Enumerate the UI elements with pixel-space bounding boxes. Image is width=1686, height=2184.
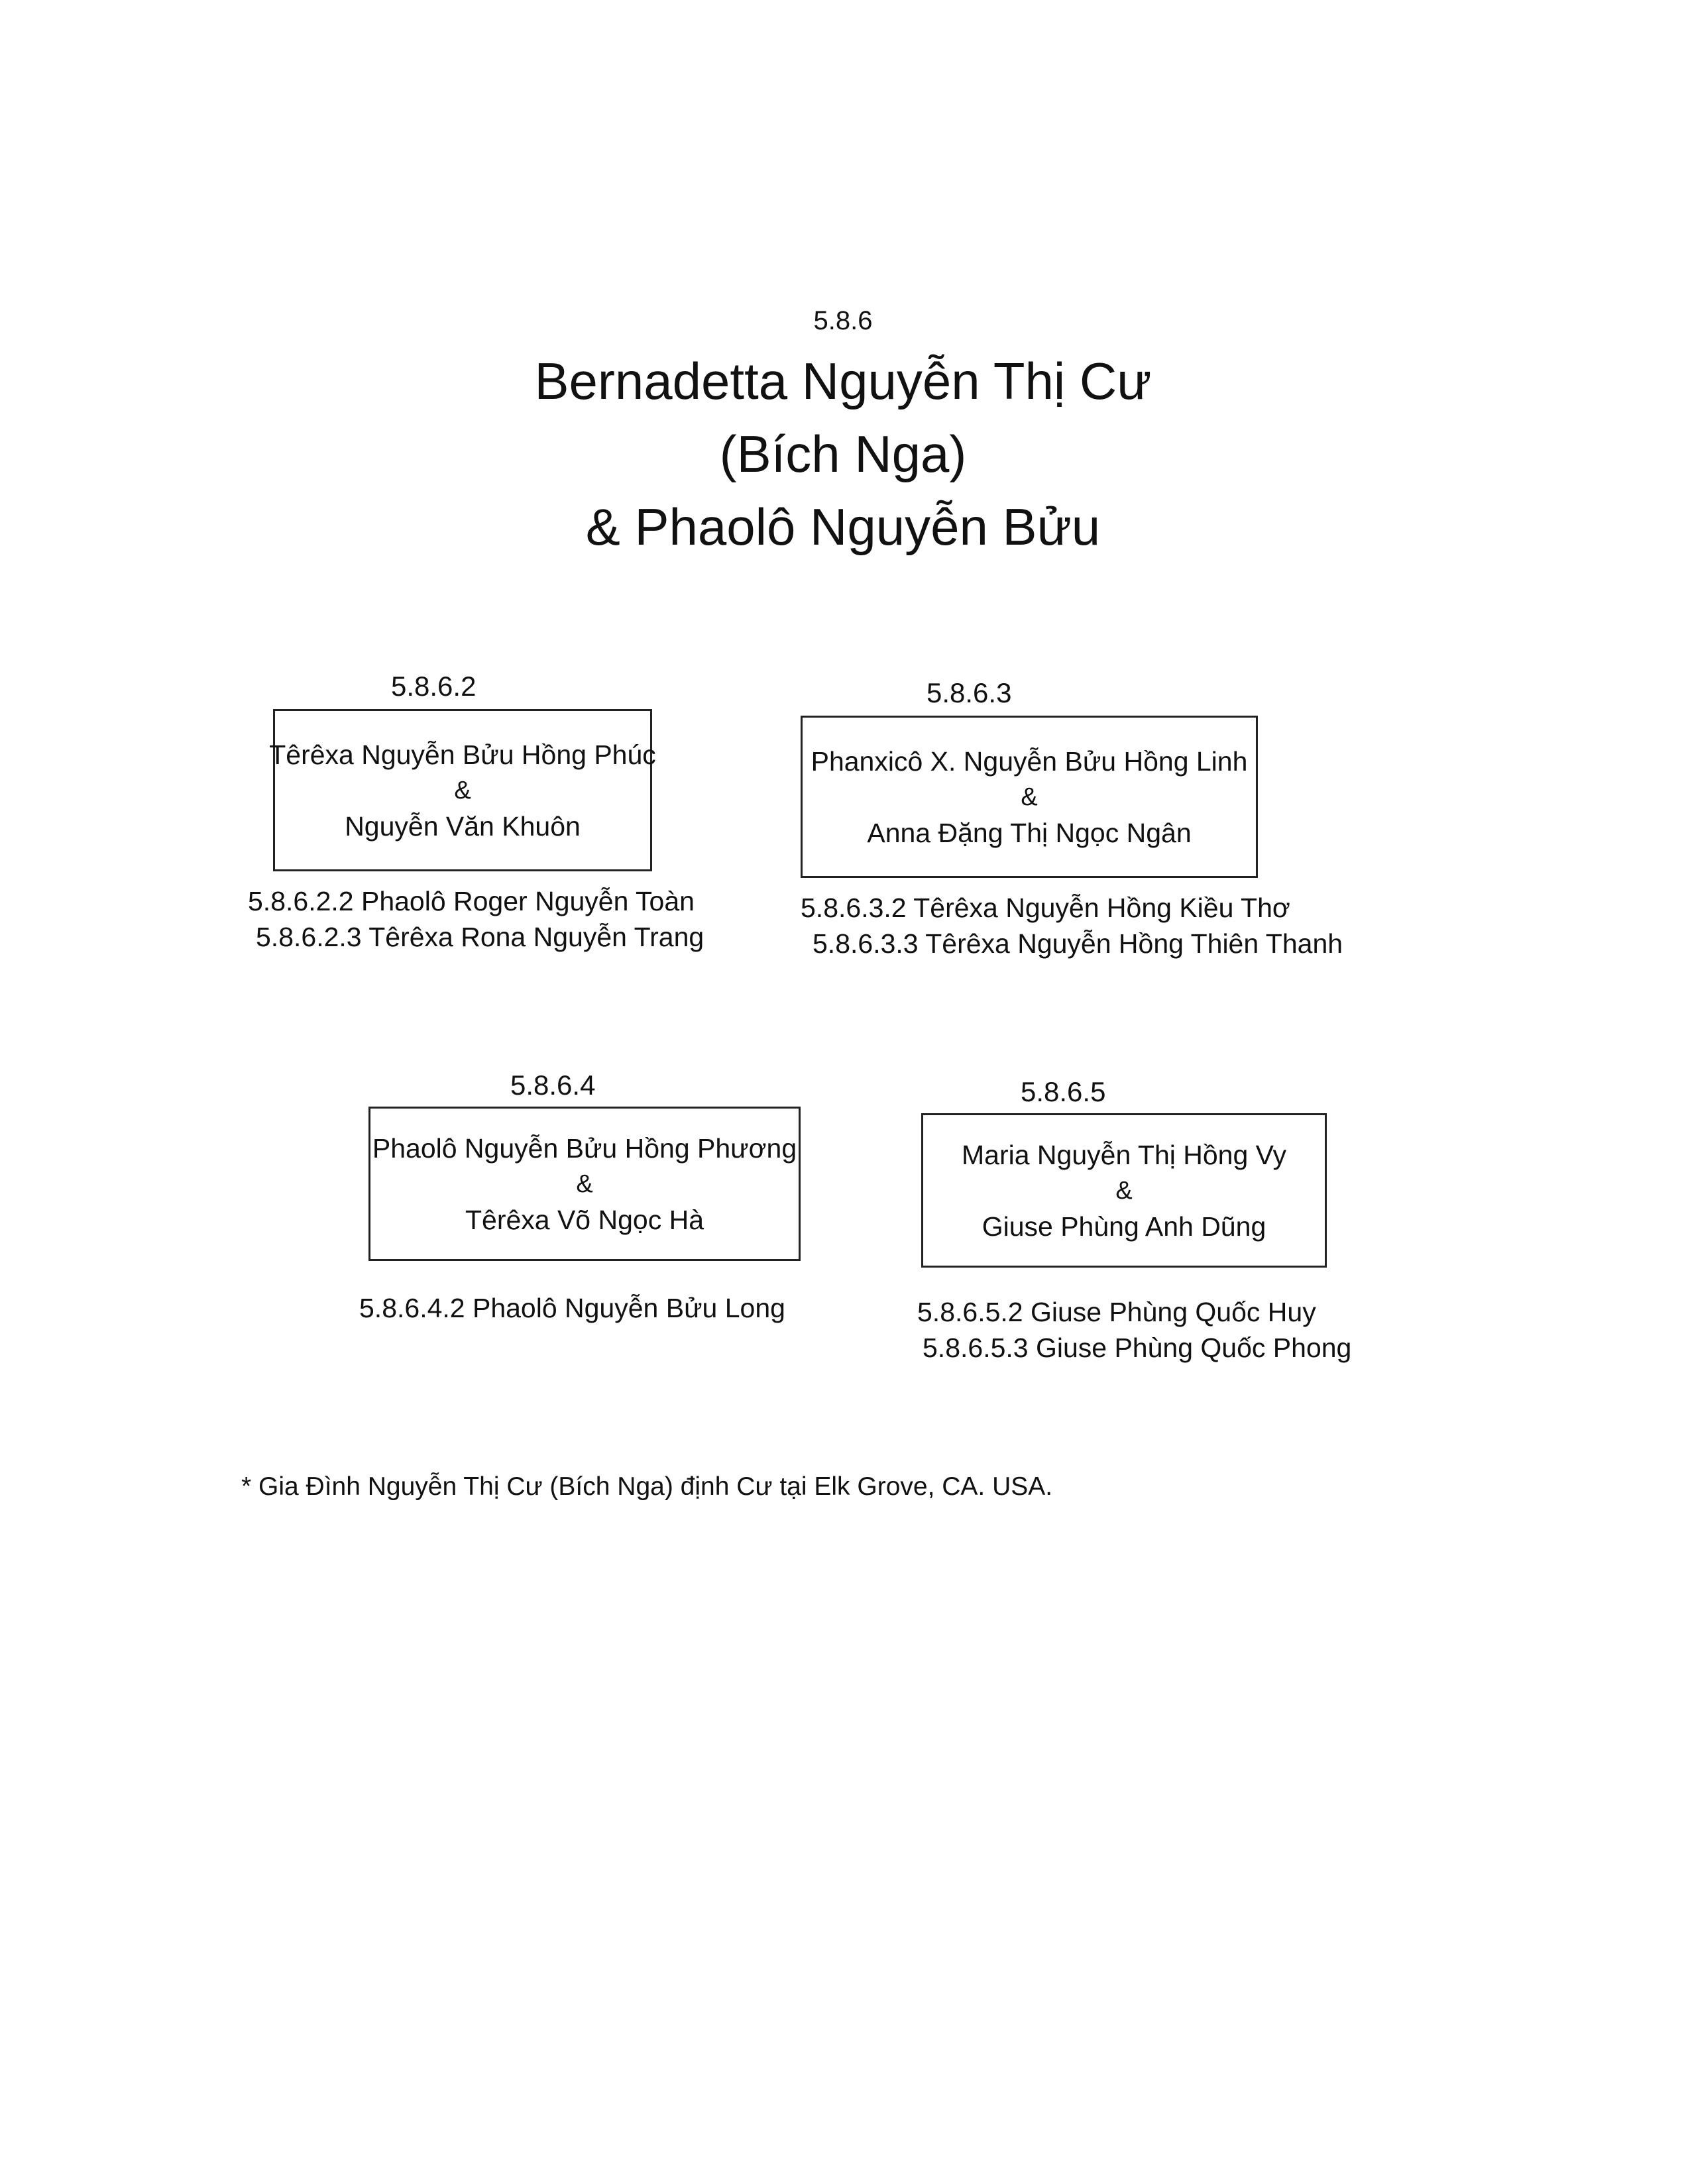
spouse-name: Phanxicô X. Nguyễn Bửu Hồng Linh: [811, 745, 1248, 777]
footnote: * Gia Đình Nguyễn Thị Cư (Bích Nga) định Cư tại Elk Grove, CA. USA.: [241, 1472, 1053, 1501]
family-code-5865: 5.8.6.5: [1021, 1076, 1106, 1107]
child-item: 5.8.6.5.2 Giuse Phùng Quốc Huy: [917, 1297, 1316, 1327]
child-item: 5.8.6.4.2 Phaolô Nguyễn Bửu Long: [359, 1293, 785, 1323]
spouse-name: Anna Đặng Thị Ngọc Ngân: [867, 817, 1192, 848]
family-box-5862: [269, 709, 656, 871]
ampersand: &: [1021, 783, 1038, 811]
family-box-5864: [368, 1107, 801, 1261]
child-item: 5.8.6.2.3 Têrêxa Rona Nguyễn Trang: [256, 922, 704, 952]
child-item: 5.8.6.5.3 Giuse Phùng Quốc Phong: [923, 1333, 1352, 1363]
spouse-name: Têrêxa Võ Ngọc Hà: [465, 1204, 704, 1235]
family-code-5863: 5.8.6.3: [927, 677, 1012, 708]
family-code: 5.8.6: [813, 306, 873, 335]
spouse-name: Maria Nguyễn Thị Hồng Vy: [962, 1139, 1286, 1170]
spouse-name: Nguyễn Văn Khuôn: [345, 810, 581, 842]
family-box-5863: [801, 716, 1258, 878]
family-code-5862: 5.8.6.2: [391, 671, 477, 702]
page-title-line-3: & Phaolô Nguyễn Bửu: [585, 498, 1101, 556]
spouse-name: Têrêxa Nguyễn Bửu Hồng Phúc: [269, 739, 656, 770]
spouse-name: Phaolô Nguyễn Bửu Hồng Phương: [372, 1132, 797, 1164]
ampersand: &: [1115, 1176, 1133, 1205]
family-box-5865: [921, 1113, 1327, 1268]
ampersand: &: [454, 776, 471, 804]
child-item: 5.8.6.2.2 Phaolô Roger Nguyễn Toàn: [248, 886, 695, 916]
page-title-line-2: (Bích Nga): [719, 425, 967, 483]
child-item: 5.8.6.3.3 Têrêxa Nguyễn Hồng Thiên Thanh: [813, 928, 1343, 959]
page-title-line-1: Bernadetta Nguyễn Thị Cư: [534, 352, 1152, 410]
spouse-name: Giuse Phùng Anh Dũng: [982, 1211, 1266, 1242]
family-code-5864: 5.8.6.4: [510, 1069, 596, 1101]
ampersand: &: [576, 1170, 593, 1198]
child-item: 5.8.6.3.2 Têrêxa Nguyễn Hồng Kiều Thơ: [801, 893, 1290, 923]
